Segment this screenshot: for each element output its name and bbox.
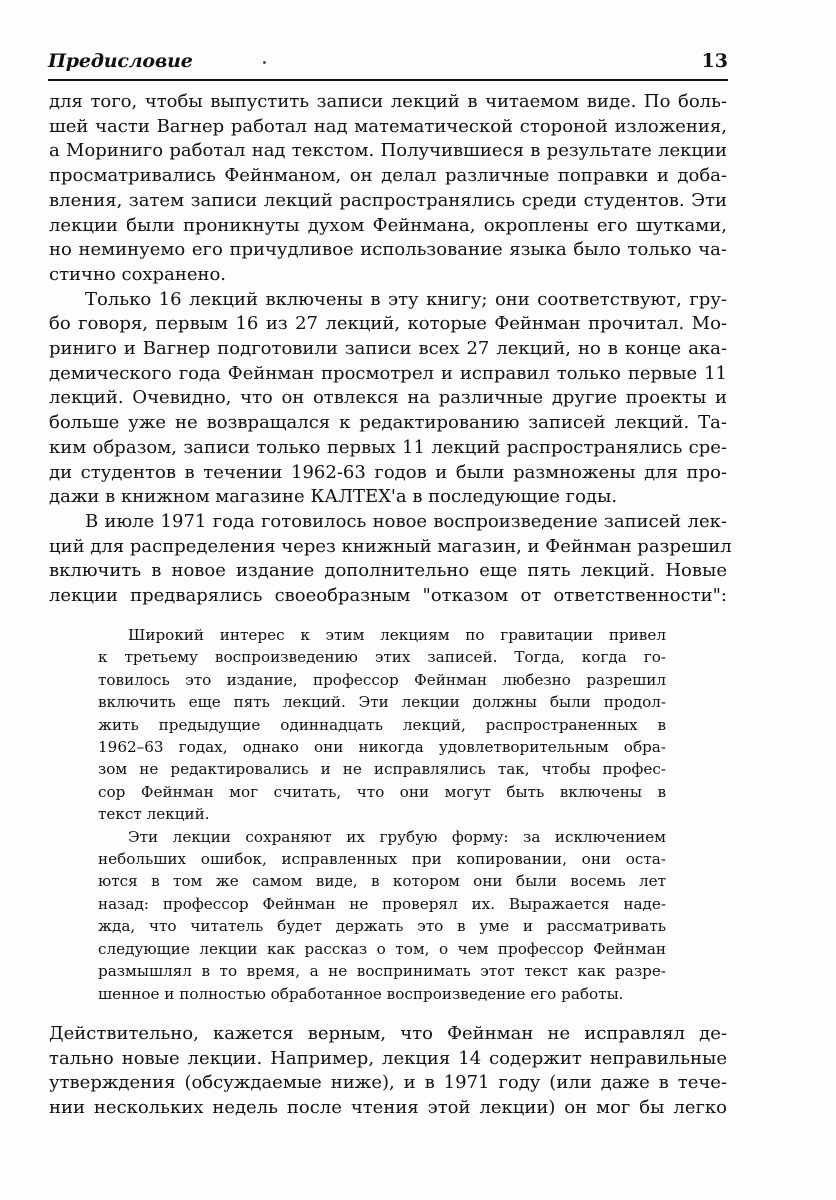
quote-line: текст лекций. — [98, 805, 210, 824]
text-line: нии нескольких недель после чтения этой лекции) он мог бы легко — [49, 1097, 727, 1119]
quote-line: к третьему воспроизведению этих записей. Тогда, когда го- — [98, 648, 666, 667]
text-line: риниго и Вагнер подготовили записи всех 27 лекций, но в конце ака- — [49, 338, 727, 360]
text-line: но неминуемо его причудливое использование языка было только ча- — [49, 239, 727, 261]
main-text — [49, 90, 732, 609]
quote-line: товилось это издание, профессор Фейнман любезно разрешил — [98, 670, 666, 689]
text-line: ким образом, записи только первых 11 лекций распространялись сре- — [49, 436, 727, 458]
quote-line: следующие лекции как рассказ о том, о чем профессор Фейнман — [98, 939, 666, 958]
text-line: а Мориниго работал над текстом. Получившиеся в результате лекции — [49, 140, 727, 162]
text-line: дажи в книжном магазине КАЛТЕХ'а в последующие годы. — [49, 486, 618, 508]
text-line: больше уже не возвращался к редактированию записей лекций. Та- — [49, 412, 727, 434]
text-line: стично сохранено. — [49, 263, 227, 285]
quote-line: жить предыдущие одиннадцать лекций, распространенных в — [98, 715, 666, 734]
text-line: бо говоря, первым 16 из 27 лекций, которые Фейнман прочитал. Мо- — [49, 313, 727, 335]
quote-line: жда, что читатель будет держать это в уме и рассматривать — [98, 917, 666, 936]
running-title: Предисловие — [48, 50, 193, 72]
text-line: лекции предварялись своеобразным "отказом от ответственности": — [49, 585, 727, 607]
paragraph-2 — [49, 288, 727, 510]
text-line: ди студентов в течении 1962-63 годов и были размножены для про- — [49, 461, 727, 483]
page-number: 13 — [701, 50, 728, 72]
page-header — [48, 48, 728, 78]
quote-line: ются в том же самом виде, в котором они были восемь лет — [98, 872, 666, 891]
text-line: шей части Вагнер работал над математической стороной изложения, — [49, 115, 727, 137]
text-line: Действительно, кажется верным, что Фейнман не исправлял де- — [49, 1023, 727, 1044]
paragraph-4 — [49, 1022, 727, 1121]
quote-line: небольших ошибок, исправленных при копировании, они оста- — [98, 850, 666, 869]
text-line: просматривались Фейнманом, он делал различные поправки и доба- — [49, 165, 727, 187]
quote-line: 1962–63 годах, однако они никогда удовлетворительным обра- — [98, 738, 666, 757]
quote-paragraph-2 — [98, 826, 666, 1005]
text-line: вления, затем записи лекций распространялись среди студентов. Эти — [49, 189, 727, 211]
quote-line: Эти лекции сохраняют их грубую форму: за исключением — [128, 827, 666, 846]
quote-line: Широкий интерес к этим лекциям по гравитации привел — [128, 626, 666, 644]
text-line: лекций. Очевидно, что он отвлекся на различные другие проекты и — [49, 387, 727, 409]
header-dot-mark — [263, 61, 266, 64]
quote-line: сор Фейнман мог считать, что они могут быть включены в — [98, 782, 666, 801]
text-line: тально новые лекции. Например, лекция 14 содержит неправильные — [49, 1047, 727, 1069]
text-line: ций для распределения через книжный магазин, и Фейнман разрешил — [49, 535, 732, 557]
block-quote — [98, 624, 666, 1005]
text-line: включить в новое издание дополнительно еще пять лекций. Новые — [49, 560, 727, 582]
text-line: демического года Фейнман просмотрел и исправил только первые 11 — [49, 362, 727, 384]
text-line: для того, чтобы выпустить записи лекций в читаемом виде. По боль- — [49, 91, 727, 112]
quote-line: размышлял в то время, а не воспринимать этот текст как разре- — [98, 962, 666, 981]
text-line: лекции были проникнуты духом Фейнмана, окроплены его шутками, — [49, 214, 727, 236]
text-line: Только 16 лекций включены в эту книгу; они соответствуют, гру- — [85, 288, 727, 310]
header-rule — [48, 79, 728, 81]
quote-line: включить еще пять лекций. Эти лекции должны были продол- — [98, 693, 666, 712]
quote-line: зом не редактировались и не исправлялись так, чтобы профес- — [98, 760, 666, 779]
quote-line: шенное и полностью обработанное воспроизведение его работы. — [98, 984, 624, 1003]
paragraph-3 — [49, 510, 732, 609]
text-line: утверждения (обсуждаемые ниже), и в 1971 году (или даже в тече- — [49, 1072, 727, 1094]
quote-paragraph-1 — [98, 624, 666, 826]
text-line: В июле 1971 года готовилось новое воспроизведение записей лек- — [85, 510, 727, 532]
quote-line: назад: профессор Фейнман не проверял их. Выражается наде- — [98, 894, 666, 913]
paragraph-1 — [49, 90, 727, 288]
